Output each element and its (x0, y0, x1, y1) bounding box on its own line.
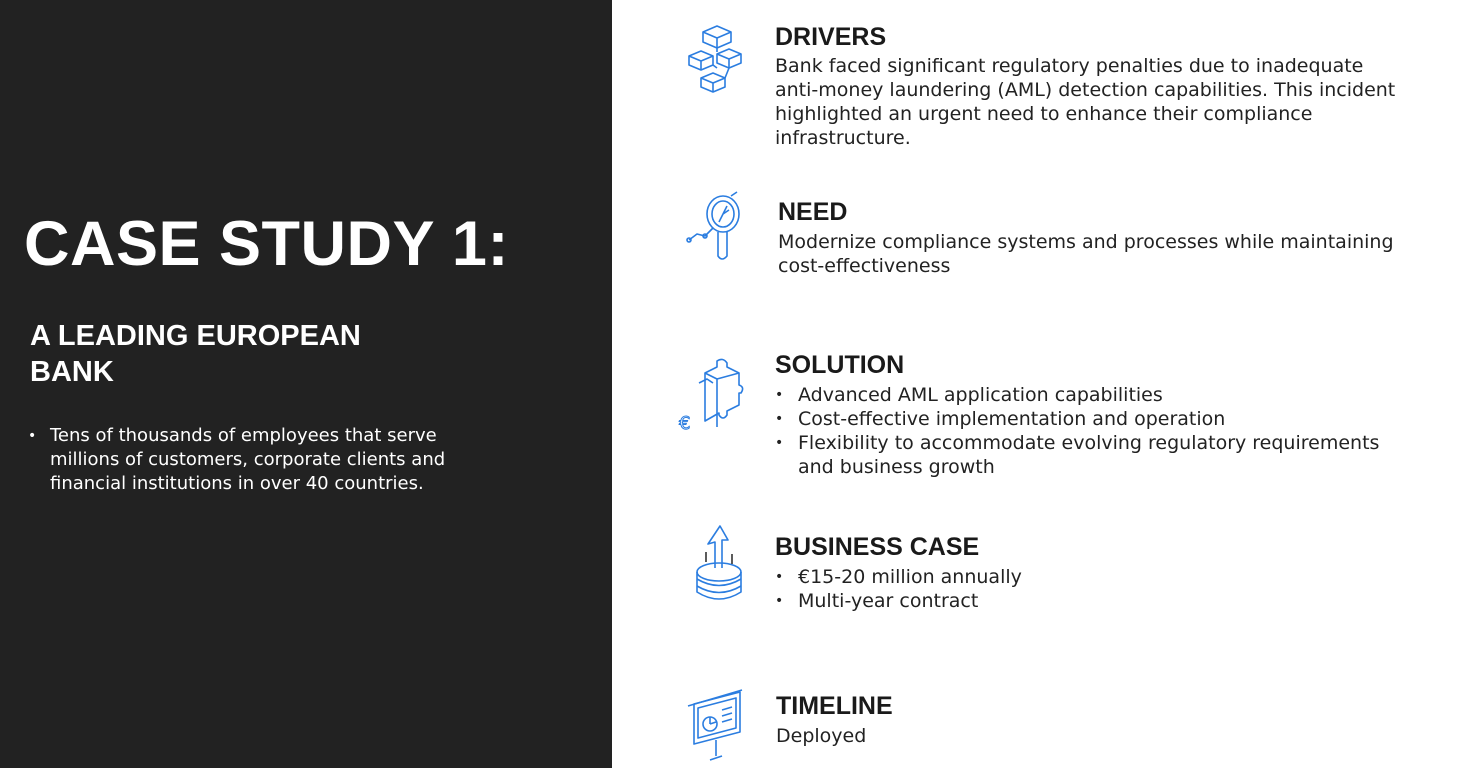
solution-bullet: • Advanced AML application capabilities (775, 383, 1395, 407)
business-case-bullet: • Multi-year contract (775, 589, 1375, 613)
drivers-text: Bank faced significant regulatory penalties due to inadequate anti-money laundering (AML) detection capabilities. This incident highlighted an urgent need to enhance their compliance infrastructure. (775, 55, 1396, 149)
presentation-board-icon (684, 686, 754, 766)
coins-arrow-up-icon (684, 522, 754, 602)
need-heading: NEED (778, 198, 848, 226)
svg-text:€: € (679, 413, 691, 434)
business-case-heading: BUSINESS CASE (775, 533, 980, 561)
intro-list (50, 424, 500, 496)
solution-list (775, 383, 1395, 479)
solution-bullet: • Flexibility to accommodate evolving regulatory requirements and business growth (775, 431, 1395, 479)
page-title: CASE STUDY 1: (24, 209, 509, 279)
business-case-bullet: • €15-20 million annually (775, 565, 1375, 589)
business-case-list (775, 565, 1375, 613)
puzzle-euro-icon (677, 355, 747, 435)
magnifier-compass-icon (683, 190, 753, 270)
need-text: Modernize compliance systems and processes while maintaining cost-effectiveness (778, 231, 1394, 277)
network-blocks-icon (683, 22, 753, 102)
solution-heading: SOLUTION (775, 351, 905, 379)
drivers-heading: DRIVERS (775, 23, 887, 51)
left-panel (0, 0, 612, 768)
case-subtitle: A LEADING EUROPEAN BANK (30, 320, 361, 388)
solution-bullet: • Cost-effective implementation and operation (775, 407, 1395, 431)
timeline-heading: TIMELINE (776, 692, 893, 720)
intro-bullet: • Tens of thousands of employees that serve millions of customers, corporate clients and financial institutions in over 40 countries. (50, 424, 500, 496)
timeline-text: Deployed (776, 725, 867, 747)
